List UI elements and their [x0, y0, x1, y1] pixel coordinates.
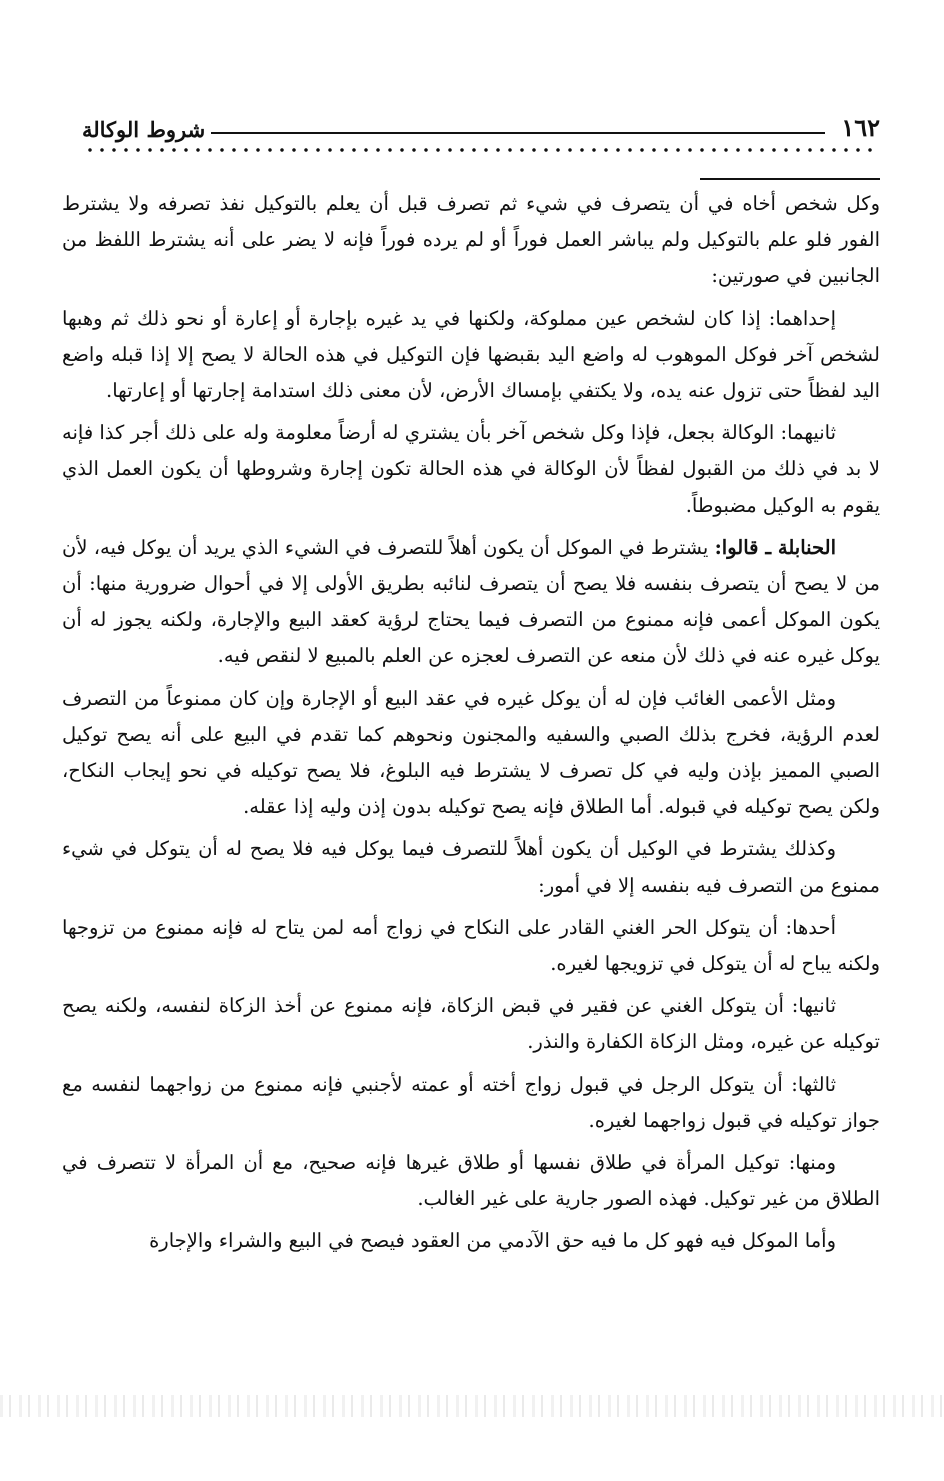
header-rule: [211, 132, 825, 134]
scan-artifact: [0, 1395, 944, 1417]
paragraph-agent-condition: وكذلك يشترط في الوكيل أن يكون أهلاً للتصرف فيما يوكل فيه فلا يصح له أن يتوكل في شيء ممنوع من التصرف فيه بنفسه إلا في أمور:: [62, 837, 880, 897]
paragraph-first-case: إحداهما: إذا كان لشخص عين مملوكة، ولكنها في يد غيره بإجارة أو إعارة أو نحو ذلك ثم وهبها لشخص آخر فوكل الموهوب له واضع اليد بقبضها فإن التوكيل في هذه الحالة لا يصح إلا إذا قبله واضع اليد لفظاً حتى تزول عنه يده، ولا يكتفي بإمساك الأرض، لأن معنى ذلك استدامة إجارتها أو إعارتها.: [62, 306, 880, 403]
paragraph-hanabila: [62, 530, 880, 675]
page-header: [82, 100, 880, 140]
continuation-rule: [700, 178, 880, 180]
paragraph-item-three: ثالثها: أن يتوكل الرجل في قبول زواج أخته أو عمته لأجنبي فإنه ممنوع من زواجهما لنفسه مع جواز توكيله في قبول زواجهما لغيره.: [62, 1072, 880, 1132]
paragraph-continuation: وكل شخص أخاه في أن يتصرف في شيء ثم تصرف قبل أن يعلم بالتوكيل نفذ تصرفه ولا يشترط الفور فلو علم بالتوكيل ولم يباشر العمل فوراً أو لم يرده فوراً فإنه لا يضر على أنه يشترط اللفظ من الجانبين في صورتين:: [62, 192, 880, 288]
dotted-separator: [84, 146, 880, 154]
paragraph-item-two: ثانيها: أن يتوكل الغني عن فقير في قبض الزكاة، فإنه ممنوع عن أخذ الزكاة لنفسه، ولكنه يصح توكيله عن غيره، ومثل الزكاة الكفارة والنذر.: [62, 994, 880, 1054]
paragraph-subject-matter: وأما الموكل فيه فهو كل ما فيه حق الآدمي من العقود فيصح في البيع والشراء والإجارة: [149, 1229, 836, 1253]
running-title: شروط الوكالة: [82, 117, 206, 142]
paragraph-woman-divorce: ومنها: توكيل المرأة في طلاق نفسها أو طلاق غيرها فإنه صحيح، مع أن المرأة لا تتصرف في الطلاق من غير توكيل. فهذه الصور جارية على غير الغالب.: [62, 1151, 880, 1211]
hanabila-heading: الحنابلة ـ قالوا:: [714, 535, 836, 559]
paragraph-item-one: أحدها: أن يتوكل الحر الغني القادر على النكاح في زواج أمه لمن يتاح له فإنه ممنوع من تزوجها ولكنه يباح له أن يتوكل في تزويجها لغيره.: [62, 915, 880, 976]
page-number: ١٦٢: [841, 113, 880, 142]
paragraph-second-case: ثانيهما: الوكالة بجعل، فإذا وكل شخص آخر بأن يشتري له أرضاً معلومة وله على ذلك أجر كذا فإنه لا بد في ذلك من القبول لفظاً لأن الوكالة في هذه الحالة تكون إجارة وشروطها أن يكون العمل الذي يقوم به الوكيل مضبوطاً.: [62, 421, 880, 517]
main-text: [62, 186, 880, 1366]
hanabila-text: يشترط في الموكل أن يكون أهلاً للتصرف في الشيء الذي يريد أن يوكل فيه، لأن من لا يصح أن يتصرف بنفسه فلا يصح أن يتصرف لنائبه بطريق الأولى إلا في أحوال ضرورية منها: أن يكون الموكل أعمى فإنه ممنوع من التصرف فيما يحتاج لرؤية كعقد البيع والإجارة، ولكنه يجوز له أن يوكل غيره عنه في ذلك لأن منعه عن التصرف لعجزه عن العلم بالمبيع لا لنقص فيه.: [62, 535, 880, 668]
paragraph-absent: ومثل الأعمى الغائب فإن له أن يوكل غيره في عقد البيع أو الإجارة وإن كان ممنوعاً من التصرف لعدم الرؤية، فخرج بذلك الصبي والسفيه والمجنون ونحوهم كما تقدم في البيع على أنه يصح توكيل الصبي المميز بإذن وليه في كل تصرف لا يشترط فيه البلوغ، فلا يصح توكيله في نحو إيجاب النكاح، ولكن يصح توكيله في قبوله. أما الطلاق فإنه يصح توكيله بدون إذن وليه إذا عقله.: [62, 686, 880, 819]
